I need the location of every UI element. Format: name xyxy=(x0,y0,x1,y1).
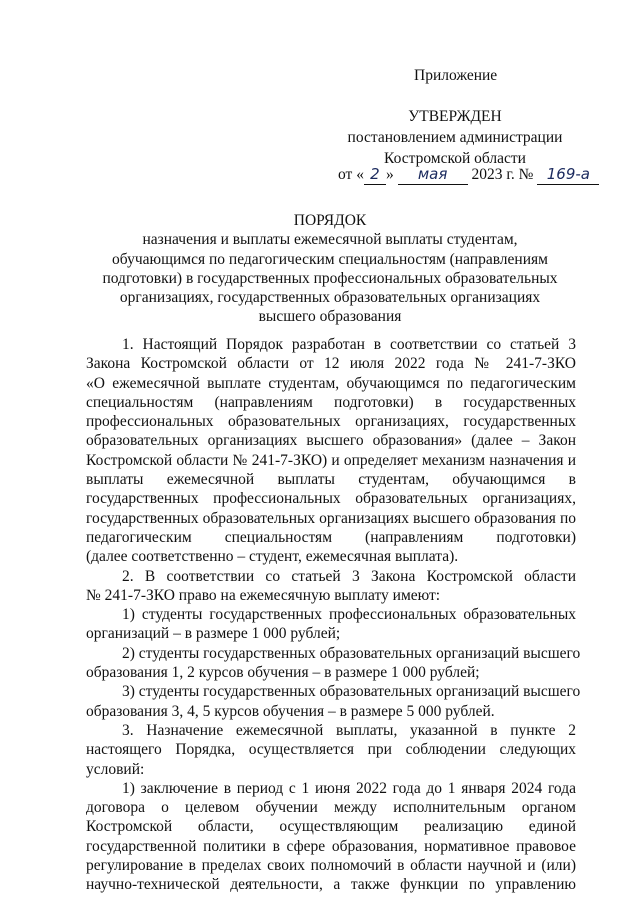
title-heading: ПОРЯДОК xyxy=(293,212,367,229)
date-day-handwritten: 2 xyxy=(364,164,386,185)
body-line: условий: xyxy=(86,760,145,778)
body-line: государственной политики в сфере образования, нормативное правовое xyxy=(86,837,576,855)
body-line: 1) студенты государственных профессиональных образовательных xyxy=(122,606,576,624)
approved-heading: УТВЕРЖДЕН xyxy=(408,108,502,125)
body-line: образовательных организациях высшего образования» (далее – Закон xyxy=(86,432,576,450)
body-line: 2) студенты государственных образовательных организаций высшего xyxy=(122,644,581,662)
date-month-handwritten: мая xyxy=(398,164,468,185)
title-line: организациях, государственных образовательных организациях xyxy=(119,289,541,307)
body-line: образования 3, 4, 5 курсов обучения – в размере 5 000 рублей. xyxy=(86,702,495,720)
title-line: подготовки) в государственных профессиональных образовательных xyxy=(102,269,558,287)
approval-date-line xyxy=(338,164,599,185)
body-line: организаций – в размере 1 000 рублей; xyxy=(86,625,341,643)
body-line: специальностям (направлениям подготовки) в государственных xyxy=(86,393,576,411)
body-line: государственных профессиональных образовательных организациях, xyxy=(86,490,576,508)
body-line: 1) заключение в период с 1 июня 2022 года до 1 января 2024 года xyxy=(122,779,576,797)
body-line: 3. Назначение ежемесячной выплаты, указанной в пункте 2 xyxy=(122,721,576,739)
body-line: «О ежемесячной выплате студентам, обучающимся по педагогическим xyxy=(86,374,576,392)
body-line: договора о целевом обучении между исполнительным органом xyxy=(86,799,576,817)
date-prefix: от « xyxy=(338,166,364,183)
body-line: настоящего Порядка, осуществляется при соблюдении следующих xyxy=(86,741,576,759)
approved-by-line-2: Костромской области xyxy=(384,150,526,167)
date-mid: » xyxy=(385,166,394,183)
body-line: выплаты ежемесячной выплаты студентам, обучающимся в xyxy=(86,471,576,489)
body-line: научно-технической деятельности, а также функции по управлению xyxy=(86,876,576,894)
body-line: государственных образовательных организациях высшего образования по xyxy=(86,509,576,527)
body-line: Закона Костромской области от 12 июля 2022 года № 241-7-ЗКО xyxy=(86,355,576,373)
approved-by-line-1: постановлением администрации xyxy=(347,129,563,146)
body-line: 3) студенты государственных образовательных организаций высшего xyxy=(122,683,581,701)
approval-block xyxy=(320,106,590,169)
title-line: назначения и выплаты ежемесячной выплаты студентам, xyxy=(142,231,518,249)
title-line: обучающимся по педагогическим специальностям (направлениям xyxy=(112,250,548,268)
body-line: 2. В соответствии со статьей 3 Закона Костромской области xyxy=(122,567,576,585)
body-line: (далее соответственно – студент, ежемесячная выплата). xyxy=(86,548,459,566)
appendix-label: Приложение xyxy=(414,67,498,84)
body-line: Костромской области № 241-7-ЗКО) и определяет механизм назначения и xyxy=(86,451,576,469)
body-line: профессиональных образовательных организациях, государственных xyxy=(86,413,576,431)
body-line: образования 1, 2 курсов обучения – в размере 1 000 рублей; xyxy=(86,664,480,682)
title-line: высшего образования xyxy=(258,308,402,326)
body-line: Костромской области, осуществляющим реализацию единой xyxy=(86,818,576,836)
document-number-handwritten: 169-а xyxy=(537,164,599,185)
body-line: регулирование в пределах своих полномочий в области научной и (или) xyxy=(86,857,576,875)
body-line: 1. Настоящий Порядок разработан в соответствии со статьей 3 xyxy=(122,336,576,353)
document-body xyxy=(86,335,581,895)
date-year: 2023 г. № xyxy=(471,166,534,183)
body-line: педагогическим специальностям (направлениям подготовки) xyxy=(86,528,576,546)
body-line: № 241-7-ЗКО право на ежемесячную выплату имеют: xyxy=(86,586,441,604)
document-title xyxy=(80,211,580,327)
